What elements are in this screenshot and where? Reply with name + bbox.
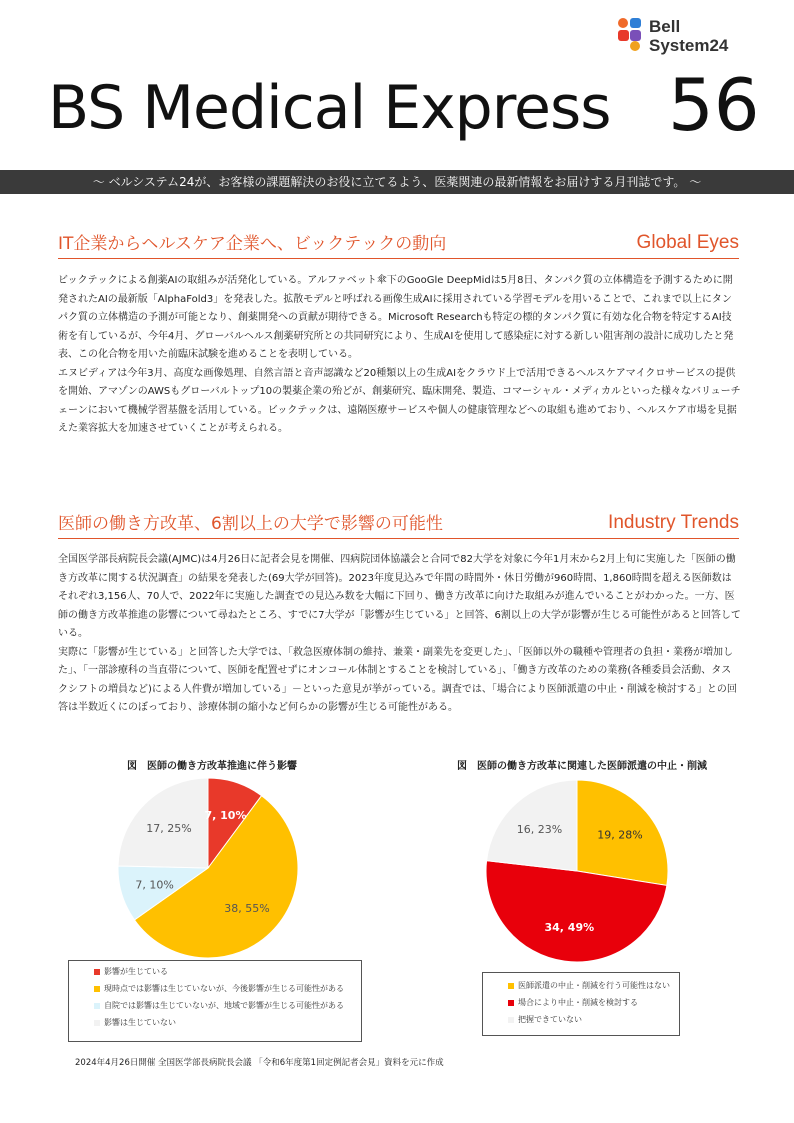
chart2-legend-label-0: 医師派遣の中止・削減を行う可能性はない [518, 981, 670, 990]
chart1-legend-label-1: 現時点では影響は生じていないが、今後影響が生じる可能性がある [104, 984, 344, 993]
chart1-data-label-3: 17, 25% [146, 822, 192, 836]
paragraph: 実際に「影響が生じている」と回答した大学では、「救急医療体制の維持、兼業・副業先を変更した」、「医師以外の職種や管理者の負担・業務が増加した」、「一部診療科の当直帯について、医師を配置せずにオンコール体制とすることを検討している」、「働き方改革のための業務(各種委員会活動、タスクシフトの増員など)による人件費が増加している」－といった意見が挙がっている。調査では、「場合により医師派遣の中止・削減を検討する」との回答は半数近くにのぼっており、診療体制の縮小など何らかの影響が生じる可能性がある。 [58, 646, 737, 713]
section-industry-trends-body [58, 551, 741, 718]
tagline-banner: ～ ベルシステム24が、お客様の課題解決のお役に立てるよう、医薬関連の最新情報をお届けする月刊誌です。 ～ [0, 170, 794, 194]
chart1-data-label-2: 7, 10% [135, 878, 174, 892]
chart1-legend-swatch-1 [94, 986, 100, 992]
bell-system24-logo [617, 16, 777, 56]
issue-number: 56 [668, 63, 760, 147]
chart2-title: 図 医師の働き方改革に関連した医師派遣の中止・削減 [457, 761, 707, 772]
chart2-data-label-2: 16, 23% [516, 822, 563, 836]
chart2-legend-swatch-1 [508, 1000, 514, 1006]
chart2-legend [482, 972, 680, 1036]
section-industry-trends-header [58, 510, 739, 539]
chart2-legend-item-2 [483, 1011, 679, 1028]
source-note: 2024年4月26日開催 全国医学部長病院長会議 「令和6年度第1回定例記者会見」資料を元に作成 [75, 1058, 444, 1068]
chart1-legend-swatch-3 [94, 1020, 100, 1026]
chart1-legend-item-0 [69, 963, 361, 980]
section-tag: Industry Trends [608, 512, 739, 533]
chart1-title: 図 医師の働き方改革推進に伴う影響 [127, 761, 297, 772]
section-heading: 医師の働き方改革、6割以上の大学で影響の可能性 [58, 514, 443, 534]
logo-text [649, 17, 728, 55]
masthead-title: BS Medical Express [48, 73, 611, 143]
logo-text-line2: System24 [649, 36, 729, 55]
chart2-legend-swatch-2 [508, 1017, 514, 1023]
logo-text-line1: Bell [649, 17, 681, 36]
chart1-legend-item-2 [69, 997, 361, 1014]
chart1-legend-label-2: 自院では影響は生じていないが、地域で影響が生じる可能性がある [104, 1001, 344, 1010]
paragraph: 全国医学部長病院長会議(AJMC)は4月26日に記者会見を開催、四病院団体協議会と合同で82大学を対象に今年1月末から2月上旬に実施した「医師の働き方改革に関する状況調査」の結果を発表した(69大学が回答)。2023年度見込みで年間の時間外・休日労働が960時間、1,860時間を超える医師数はそれぞれ3,156人、70人で、2022年に実施した調査での見込み数を大幅に下回り、働き方改革に向けた取組みが進んでいることがわかった。一方、医師の働き方改革推進の影響について尋ねたところ、すでに7大学が「影響が生じている」と回答、6割以上の大学が影響が生じる可能性があると回答している。 [58, 554, 741, 639]
chart1-legend-swatch-2 [94, 1003, 100, 1009]
section-heading: IT企業からヘルスケア企業へ、ビックテックの動向 [58, 234, 447, 254]
chart1-legend-item-1 [69, 980, 361, 997]
chart1-legend-swatch-0 [94, 969, 100, 975]
section-global-eyes-body [58, 272, 741, 439]
section-global-eyes-header [58, 230, 739, 259]
chart1-legend [68, 960, 362, 1042]
logo-mark-icon [617, 16, 647, 56]
chart2-legend-swatch-0 [508, 983, 514, 989]
chart1-data-label-0: 7, 10% [204, 809, 247, 823]
paragraph: エヌビディアは今年3月、高度な画像処理、自然言語と音声認識など20種類以上の生成AIをクラウド上で活用できるヘルスケアマイクロサービスの提供を開始、アマゾンのAWSもグローバルトップ10の製薬企業の殆どが、創薬研究、臨床開発、製造、コマーシャル・メディカルといった様々なバリューチェーンにおいて機械学習基盤を活用している。ビックテックは、遠隔医療サービスや個人の健康管理などへの取組も進めており、ヘルスケア市場を見据えた業容拡大を加速させていくことが考えられる。 [58, 367, 741, 434]
chart2-pie [485, 779, 669, 963]
chart2-data-label-0: 19, 28% [597, 828, 643, 842]
chart2-legend-item-0 [483, 977, 679, 994]
paragraph: ビックテックによる創薬AIの取組みが活発化している。アルファベット傘下のGooGle DeepMidは5月8日、タンパク質の立体構造を予測するために開発されたAIの最新版「AlphaFold3」を発表した。拡散モデルと呼ばれる画像生成AIに採用されている学習モデルを用いることで、これまで以上にタンパク質の立体構造の予測が可能となり、創薬開発への貢献が期待できる。Microsoft Researchも特定の標的タンパク質に有効な化合物を特定するAI技術を有しているが、今年4月、グローバルヘルス創薬研究所との共同研究により、生成AIを使用して感染症に対する新しい阻害剤の設計に成功したと発表、この化合物を用いた前臨床試験を進めることを表明している。 [58, 275, 734, 360]
chart1-data-label-1: 38, 55% [224, 901, 270, 915]
chart1-legend-label-3: 影響は生じていない [104, 1018, 176, 1027]
chart2-legend-label-1: 場合により中止・削減を検討する [518, 998, 638, 1007]
chart1-legend-item-3 [69, 1014, 361, 1031]
chart2-legend-label-2: 把握できていない [518, 1015, 582, 1024]
chart2-data-label-1: 34, 49% [544, 920, 595, 934]
chart2-legend-item-1 [483, 994, 679, 1011]
section-tag: Global Eyes [636, 232, 739, 253]
chart1-legend-label-0: 影響が生じている [104, 967, 168, 976]
chart1-pie [117, 777, 299, 959]
